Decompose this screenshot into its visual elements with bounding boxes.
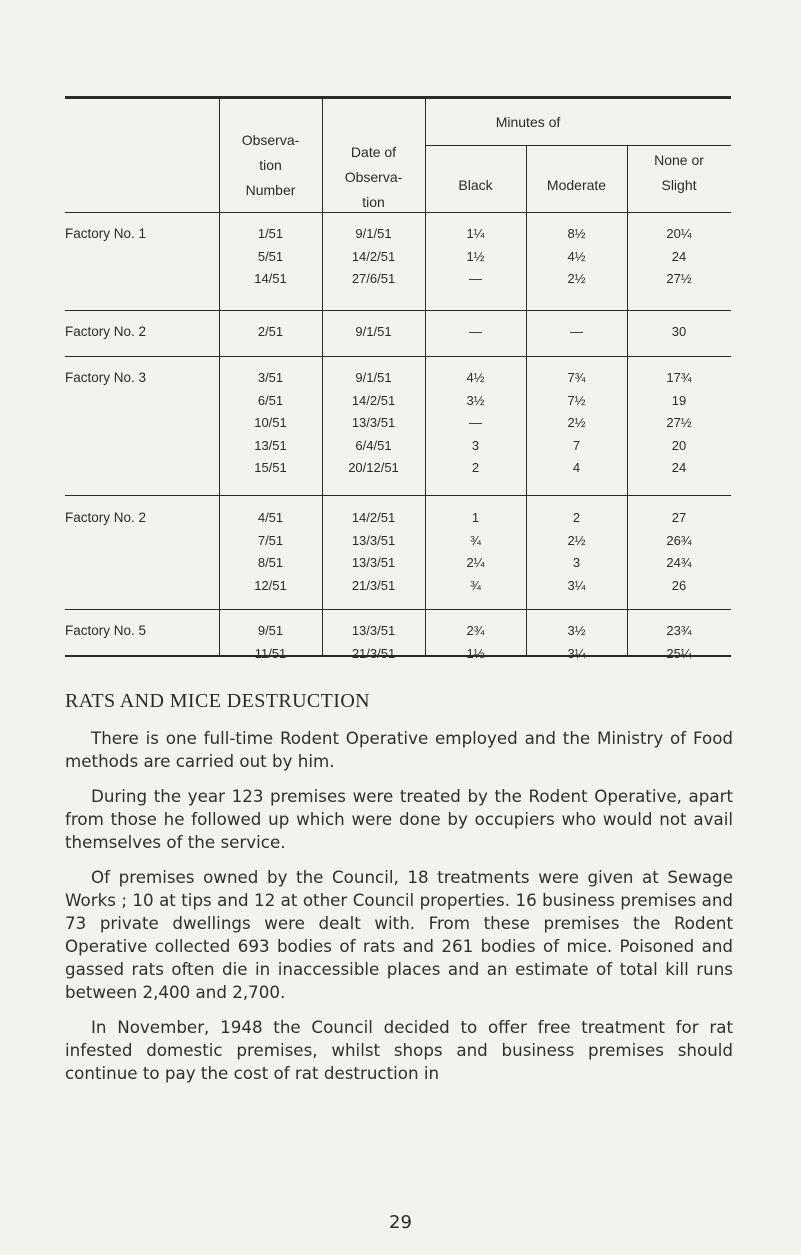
table-cell-number: 7/51 — [257, 532, 284, 548]
table-cell-date: 9/1/51 — [355, 324, 392, 339]
table-cell-none: 26¾ — [666, 532, 692, 548]
table-cell-number: 10/51 — [254, 415, 287, 430]
table-cell-number: 15/51 — [254, 460, 287, 475]
table-cell-date: 13/3/51 — [351, 555, 396, 570]
table-cell-black: 1½ — [466, 645, 485, 661]
table-cell-moderate: 7½ — [567, 392, 586, 408]
table-cell-black: 1½ — [466, 248, 485, 264]
table-cell-date: 21/3/51 — [351, 645, 396, 661]
table-cell-moderate: 3¼ — [567, 645, 586, 661]
table-cell-moderate: 4½ — [567, 248, 586, 264]
table-cell-black: 3 — [471, 437, 480, 453]
header-minutes-of: Minutes of — [495, 114, 561, 130]
table-cell-moderate: 7 — [572, 437, 581, 453]
section-title: RATS AND MICE DESTRUCTION — [65, 690, 371, 712]
page-number: 29 — [389, 1212, 412, 1233]
header-black: Black — [458, 177, 493, 193]
table-cell-number: 9/51 — [257, 623, 284, 638]
table-cell-black: — — [469, 324, 482, 339]
table-cell-date: 20/12/51 — [348, 460, 399, 475]
table-cell-none: 26 — [671, 577, 687, 593]
table-cell-black: 4½ — [466, 370, 485, 385]
table-cell-date: 6/4/51 — [355, 437, 392, 453]
table-cell-date: 9/1/51 — [355, 370, 392, 385]
header-none-or-slight: None or Slight — [654, 152, 704, 193]
table-cell-date: 13/3/51 — [351, 623, 396, 638]
factory-label: Factory No. 2 — [65, 510, 147, 525]
table-cell-none: 19 — [671, 392, 687, 408]
table-cell-moderate: 7¾ — [567, 370, 586, 385]
table-cell-moderate: 8½ — [567, 226, 586, 241]
table-cell-moderate: 2½ — [567, 532, 586, 548]
group-divider — [65, 356, 731, 357]
paragraph: Of premises owned by the Council, 18 treatments were given at Sewage Works ; 10 at tips and 12 at other Council properties. 16 business premises and 73 private dwellings were dealt with. From these premises the Rodent Operative collected 693 bodies of rats and 261 bodies of mice. Poisoned and gassed rats often die in inaccessible places and an estimate of total kill runs between 2,400 and 2,700. — [65, 867, 733, 1002]
table-cell-moderate: 4 — [572, 460, 581, 475]
table-cell-black: 1 — [471, 510, 480, 525]
table-cell-number: 13/51 — [254, 437, 287, 453]
table-cell-none: 24 — [671, 460, 687, 475]
table-cell-date: 13/3/51 — [351, 532, 396, 548]
table-cell-black: — — [469, 271, 482, 286]
table-cell-date: 14/2/51 — [351, 392, 396, 408]
paragraph: During the year 123 premises were treated by the Rodent Operative, apart from those he followed up which were done by occupiers who would not avail themselves of the service. — [65, 786, 733, 852]
minutes-underline — [425, 145, 731, 146]
table-cell-number: 8/51 — [257, 555, 284, 570]
factory-label: Factory No. 2 — [65, 324, 147, 339]
smoke-observations-table — [65, 96, 731, 661]
table-cell-black: — — [469, 415, 482, 430]
table-cell-number: 5/51 — [257, 248, 284, 264]
table-cell-number: 6/51 — [257, 392, 284, 408]
factory-label: Factory No. 1 — [65, 226, 147, 241]
table-cell-none: 27 — [671, 510, 687, 525]
table-cell-number: 12/51 — [254, 577, 287, 593]
table-cell-moderate: 2 — [572, 510, 581, 525]
table-cell-none: 23¾ — [666, 623, 692, 638]
table-cell-number: 2/51 — [257, 324, 284, 339]
table-cell-date: 9/1/51 — [355, 226, 392, 241]
rats-and-mice-section — [65, 690, 733, 1097]
table-cell-black: 2 — [471, 460, 480, 475]
table-cell-number: 1/51 — [257, 226, 284, 241]
table-cell-number: 4/51 — [257, 510, 284, 525]
table-top-rule — [65, 96, 731, 99]
table-cell-black: 1¼ — [466, 226, 485, 241]
table-cell-date: 14/2/51 — [351, 248, 396, 264]
header-observation-date: Date of Observa- tion — [344, 144, 403, 210]
table-cell-date: 27/6/51 — [351, 271, 396, 286]
group-divider — [65, 310, 731, 311]
table-cell-date: 13/3/51 — [351, 415, 396, 430]
table-cell-black: 2¼ — [466, 555, 485, 570]
header-moderate: Moderate — [546, 177, 607, 193]
table-cell-none: 30 — [671, 324, 687, 339]
factory-label: Factory No. 5 — [65, 623, 147, 638]
table-cell-black: 3½ — [466, 392, 485, 408]
group-divider — [65, 495, 731, 496]
table-cell-black: ¾ — [470, 532, 481, 548]
header-observation-number: Observa- tion Number — [241, 132, 300, 198]
table-cell-moderate: 2½ — [567, 271, 586, 286]
table-cell-number: 14/51 — [254, 271, 287, 286]
table-cell-none: 17¾ — [666, 370, 692, 385]
paragraph: There is one full-time Rodent Operative employed and the Ministry of Food methods are carried out by him. — [65, 728, 733, 771]
table-cell-none: 27½ — [666, 415, 692, 430]
table-cell-moderate: 3¼ — [567, 577, 586, 593]
table-cell-number: 3/51 — [257, 370, 284, 385]
paragraph: In November, 1948 the Council decided to offer free treatment for rat infested domestic premises, whilst shops and business premises should continue to pay the cost of rat destruction in — [65, 1017, 733, 1083]
table-cell-moderate: 2½ — [567, 415, 586, 430]
table-cell-date: 14/2/51 — [351, 510, 396, 525]
table-cell-none: 20¼ — [666, 226, 692, 241]
table-cell-none: 24¾ — [666, 555, 692, 570]
group-divider — [65, 609, 731, 610]
table-cell-none: 27½ — [666, 271, 692, 286]
table-cell-moderate: 3½ — [567, 623, 586, 638]
table-cell-date: 21/3/51 — [351, 577, 396, 593]
table-cell-moderate: — — [570, 324, 583, 339]
table-cell-moderate: 3 — [572, 555, 581, 570]
table-cell-none: 25¼ — [666, 645, 692, 661]
factory-label: Factory No. 3 — [65, 370, 147, 385]
table-cell-number: 11/51 — [254, 645, 287, 661]
table-cell-black: 2¾ — [466, 623, 485, 638]
table-cell-none: 24 — [671, 248, 687, 264]
table-cell-none: 20 — [671, 437, 687, 453]
table-cell-black: ¾ — [470, 577, 481, 593]
